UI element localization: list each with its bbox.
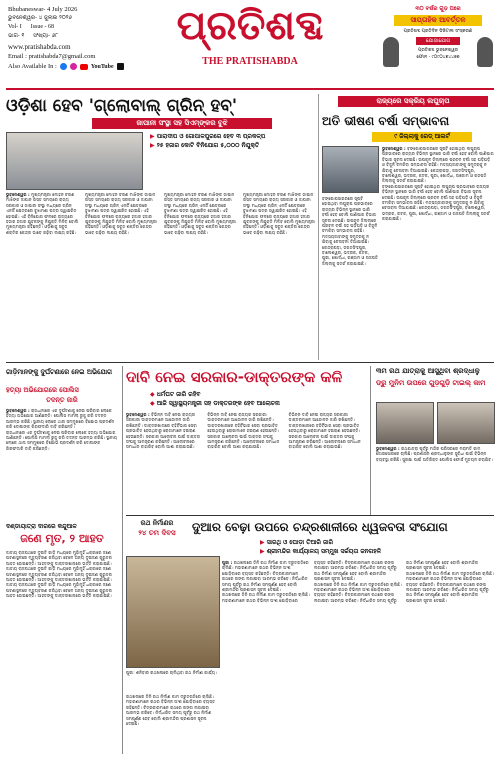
column-divider — [370, 366, 371, 516]
section-rule — [126, 515, 494, 516]
rath-bullet-2-text: ଶ୍ରୀମନ୍ଦିର କାର୍ଯ୍ୟାଳୟ ସମ୍ମୁଖ ସର୍ଚ୍ଚୟତା ଜନଗହଳି — [266, 548, 382, 555]
right-byline: ଭୁବନେଶ୍ୱର : — [376, 446, 400, 451]
triangle-bullet-icon: ▶ — [150, 133, 157, 140]
center-body — [126, 412, 366, 512]
right-headline: ଡ୍ରୁ ମୁନିମ ଉପରେ ଗୁଡ଼ଗୁଡ଼ି ଟାଇଲ୍ କାମ — [376, 379, 486, 387]
lead-subhead: ଜାପାନୀ ସଂସ୍ଥା ସହ ସିଏମ୍‌ଙ୍କର ବୁଝି — [92, 118, 272, 129]
weather-body-lower — [322, 196, 378, 358]
also-available-label: Also Available In : — [8, 63, 57, 70]
rath-byline: ପୁରୀ : — [222, 560, 233, 565]
left-body-text-2: ରାଜଧାନୀରେ ଏକ ଦୁର୍ଘଟଣାକୁ ନେଇ ପରିବାର ଲୋକେ ହତ୍ୟା ଅଭିଯୋଗ ଆଣିଛନ୍ତି। ପୋଲିସ ମାମଲା ରୁଜୁ କରି ତଦନ୍ତ ଆରମ୍ଭ କରିଛି। ସ୍ଥାନୀୟ ଲୋକେ ଥାନା ସମ୍ମୁଖରେ ବିକ୍ଷୋଭ ପ୍ରଦର୍ଶନ କରି ଦୋଷୀଙ୍କ ଗିରଫଦାରି ଦାବି କରିଛନ୍ତି। — [6, 429, 118, 451]
rath-box-title: ରଥ ନିର୍ମାଣର — [140, 519, 174, 527]
center-body-text: ବିଭିନ୍ନ ଦାବି ନେଇ ରାଜ୍ୟର ସରକାରୀ ଡାକ୍ତରମାନେ ଆନ୍ଦୋଳନ ଜାରି ରଖିଛନ୍ତି। ଡାକ୍ତରଖାନାରେ ବହିର୍ବିଭାଗ ସେବା ପ୍ରଭାବିତ ହେଉଥିବାରୁ ରୋଗୀମାନେ ହଇରାଣ ହେଉଛନ୍ତି। ସରକାର ଆଲୋଚନା ପାଇଁ ଡାକ୍ତର ସଂଘକୁ ଆମନ୍ତ୍ରଣ କରିଛନ୍ତି। ଆଲୋଚନାରେ ସମାଧାନ ବାହାରିବ ବୋଲି ଆଶା କରାଯାଉଛି। — [126, 412, 200, 450]
center-body-text-3: ବିଭିନ୍ନ ଦାବି ନେଇ ରାଜ୍ୟର ସରକାରୀ ଡାକ୍ତରମାନେ ଆନ୍ଦୋଳନ ଜାରି ରଖିଛନ୍ତି। ଡାକ୍ତରଖାନାରେ ବହିର୍ବିଭାଗ ସେବା ପ୍ରଭାବିତ ହେଉଥିବାରୁ ରୋଗୀମାନେ ହଇରାଣ ହେଉଛନ୍ତି। ସରକାର ଆଲୋଚନା ପାଇଁ ଡାକ୍ତର ସଂଘକୁ ଆମନ୍ତ୍ରଣ କରିଛନ୍ତି। ଆଲୋଚନାରେ ସମାଧାନ ବାହାରିବ ବୋଲି ଆଶା କରାଯାଉଛି। — [288, 412, 361, 450]
x-icon[interactable] — [117, 63, 124, 70]
lead-photo — [6, 132, 143, 190]
lead-body-text-4: ମୁଖ୍ୟମନ୍ତ୍ରୀ ମୋହନ ଚରଣ ମାଝିଙ୍କ ଜାପାନ ଗସ୍ତ ସମୟରେ ରାଜ୍ୟ ସରକାର ଓ ଜାପାନୀ ସଂସ୍ଥା ମଧ୍ୟରେ ଗ୍ରିନ୍ ଏନର୍ଜି କ୍ଷେତ୍ରରେ ବୁଝାମଣା ପତ୍ର ସ୍ୱାକ୍ଷରିତ ହୋଇଛି। ଏହି ବିନିଯୋଗ ଫଳରେ ରାଜ୍ୟରେ ହଜାର ହଜାର ଯୁବକଙ୍କୁ ନିଯୁକ୍ତି ମିଳିବ ବୋଲି ମୁଖ୍ୟମନ୍ତ୍ରୀ କହିଛନ୍ତି। ଓଡ଼ିଶାକୁ ସବୁଜ ଶକ୍ତିର କେନ୍ଦ୍ର ଭାବେ ଗଢ଼ିବା ଲକ୍ଷ୍ୟ ରହିଛି। — [243, 192, 315, 235]
left-kicker-3: ତଦନ୍ତ ଜାରି — [46, 396, 78, 404]
lead-bullet-1-text: ପାରାଦୀପ ଓ ଗୋପାଳପୁରରେ ହେବ ୩ ପ୍ରକଳ୍ପ — [156, 133, 266, 140]
left-body2-text: ଜାତୀୟ ରାଜପଥରେ ଦୁଇଟି ଗାଡ଼ି ମଧ୍ୟରେ ମୁହାଁମୁହିଁ ଧକ୍କାରେ ଜଣେ ଘଟଣାସ୍ଥଳରେ ମୃତ୍ୟୁବରଣ କରିଥିବା ବେଳେ ଅନ୍ୟ ଦୁଇଜଣ ଗୁରୁତର ଆହତ ହୋଇଛନ୍ତି। ଆହତଙ୍କୁ ଡାକ୍ତରଖାନାରେ ଭର୍ତ୍ତି କରାଯାଇଛି। — [6, 550, 112, 566]
lead-headline: ଓଡ଼ିଶା ହେବ 'ଗ୍ଲୋବାଲ୍ ଗ୍ରିନ୍ ହବ୍' — [6, 96, 238, 116]
center-bullet-2-text: ଆଜି ସ୍ୱାସ୍ଥ୍ୟମନ୍ତ୍ରୀ ସହ ଡାକ୍ତରଙ୍କ ହେବ ଆଲୋଚନା — [156, 400, 280, 407]
rath-bullet-1 — [260, 538, 490, 547]
rath-body-text-3: ରଥଖଳାରେ ତିନି ରଥ ନିର୍ମାଣ କାମ ଦ୍ରୁତଗତିରେ ଚାଲିଛି। ମହାରଣାମାନେ ରଥର ବିଭିନ୍ନ ଅଂଶ ଯୋଡ଼ିବାରେ ବ୍ୟସ୍ତ ରହିଛନ୍ତି। ଚିତ୍ରକାରମାନେ ରଥରେ ରଙ୍ଗ ଲଗାଇବା ଆରମ୍ଭ କରିବେ। ନିର୍ଦ୍ଧାରିତ ସମୟ ପୂର୍ବରୁ ରଥ ନିର୍ମାଣ ସମ୍ପୂର୍ଣ୍ଣ ହେବ ବୋଲି ଶ୍ରୀମନ୍ଦିର ପ୍ରଶାସନ ସୂଚନା ଦେଇଛି। — [314, 560, 479, 603]
diamond-bullet-icon: ◆ — [150, 391, 157, 398]
rath-caption — [126, 670, 218, 690]
promo-title: ସାପ୍ତାହିକ ଆବର୍ତ୍ତନ — [394, 15, 482, 26]
masthead-rule — [6, 88, 494, 90]
left-body2-text-3: ଜାତୀୟ ରାଜପଥରେ ଦୁଇଟି ଗାଡ଼ି ମଧ୍ୟରେ ମୁହାଁମୁହିଁ ଧକ୍କାରେ ଜଣେ ଘଟଣାସ୍ଥଳରେ ମୃତ୍ୟୁବରଣ କରିଥିବା ବେଳେ ଅନ୍ୟ ଦୁଇଜଣ ଗୁରୁତର ଆହତ ହୋଇଛନ୍ତି। ଆହତଙ୍କୁ ଡାକ୍ତରଖାନାରେ ଭର୍ତ୍ତି କରାଯାଇଛି। — [6, 582, 112, 599]
rath-box-sub: ୨୪ ତମ ଦିବସ — [138, 529, 176, 537]
promo-box — [383, 6, 493, 84]
vol-issue: Vol- I Issue - 68 — [8, 24, 55, 30]
right-photo-2 — [437, 402, 495, 444]
vol-issue-odia: ଭାଗ- ୧ ସଂଖ୍ୟା- ୬୮ — [8, 33, 59, 39]
microphone-icon — [477, 37, 493, 67]
center-bullet-1 — [150, 390, 360, 399]
left-body-text: ରାଜଧାନୀରେ ଏକ ଦୁର୍ଘଟଣାକୁ ନେଇ ପରିବାର ଲୋକେ ହତ୍ୟା ଅଭିଯୋଗ ଆଣିଛନ୍ତି। ପୋଲିସ ମାମଲା ରୁଜୁ କରି ତଦନ୍ତ ଆରମ୍ଭ କରିଛି। ସ୍ଥାନୀୟ ଲୋକେ ଥାନା ସମ୍ମୁଖରେ ବିକ୍ଷୋଭ ପ୍ରଦର୍ଶନ କରି ଦୋଷୀଙ୍କ ଗିରଫଦାରି ଦାବି କରିଛନ୍ତି। — [6, 408, 115, 430]
lead-body — [6, 192, 318, 358]
weather-body-text-2: ବଙ୍ଗୋପସାଗରରେ ସୃଷ୍ଟି ହୋଇଥିବା ଲଘୁଚାପ ପ୍ରଭାବରେ ରାଜ୍ୟର ବିଭିନ୍ନ ସ୍ଥାନରେ ଭାରି ବର୍ଷା ହେବ ବୋଲି ପାଣିପାଗ ବିଭାଗ ସୂଚନା ଦେଇଛି। ଉପକୂଳ ଜିଲ୍ଲାରେ ପ୍ରବଳ ବର୍ଷା ସହ ଘଡ଼ିଘଡ଼ି ଓ ବିଜୁଳି ଚମକିବା ସମ୍ଭାବନା ରହିଛି। ମତ୍ସ୍ୟଜୀବୀଙ୍କୁ ସମୁଦ୍ରକୁ ନ ଯିବାକୁ ଚେତାବନୀ ଦିଆଯାଇଛି। କେନ୍ଦ୍ରାପଡ଼ା, ଜଗତସିଂହପୁର, ବାଲେଶ୍ୱର, ଭଦ୍ରକ, କଟକ, ପୁରୀ, ଖୋର୍ଦ୍ଧା, ଗଞ୍ଜାମ ଓ ଗଜପତି ଜିଲ୍ଲାକୁ ସତର୍କ କରାଯାଇଛି। — [382, 183, 490, 222]
weather-kicker: ରାଜ୍ୟରେ ସକ୍ରିୟ ଲଘୁଚାପ — [338, 96, 488, 107]
rath-body — [222, 560, 494, 750]
weather-photo — [322, 146, 379, 193]
center-headline: ଦାବି ନେଇ ସରକାର-ଡାକ୍ତରଙ୍କ କଳି — [126, 368, 343, 386]
right-kicker: ୩ମ ରଥ ଯାତ୍ରାକୁ ଆସୁଥିବା ଶ୍ରଦ୍ଧାଳୁ — [376, 367, 480, 375]
rath-body-lower — [126, 694, 218, 750]
youtube-icon[interactable] — [80, 64, 88, 70]
rath-body-text-4: ରଥଖଳାରେ ତିନି ରଥ ନିର୍ମାଣ କାମ ଦ୍ରୁତଗତିରେ ଚାଲିଛି। ମହାରଣାମାନେ ରଥର ବିଭିନ୍ନ ଅଂଶ ଯୋଡ଼ିବାରେ ବ୍ୟସ୍ତ ରହିଛନ୍ତି। ଚିତ୍ରକାରମାନେ ରଥରେ ରଙ୍ଗ ଲଗାଇବା ଆରମ୍ଭ କରିବେ। ନିର୍ଦ୍ଧାରିତ ସମୟ ପୂର୍ବରୁ ରଥ ନିର୍ମାଣ ସମ୍ପୂର୍ଣ୍ଣ ହେବ ବୋଲି ଶ୍ରୀମନ୍ଦିର ପ୍ରଶାସନ ସୂଚନା ଦେଇଛି। — [406, 570, 494, 603]
rath-body-text-2: ରଥଖଳାରେ ତିନି ରଥ ନିର୍ମାଣ କାମ ଦ୍ରୁତଗତିରେ ଚାଲିଛି। ମହାରଣାମାନେ ରଥର ବିଭିନ୍ନ ଅଂଶ ଯୋଡ଼ିବାରେ ବ୍ୟସ୍ତ ରହିଛନ୍ତି। ଚିତ୍ରକାରମାନେ ରଥରେ ରଙ୍ଗ ଲଗାଇବା ଆରମ୍ଭ କରିବେ। ନିର୍ଦ୍ଧାରିତ ସମୟ ପୂର୍ବରୁ ରଥ ନିର୍ମାଣ ସମ୍ପୂର୍ଣ୍ଣ ହେବ ବୋଲି ଶ୍ରୀମନ୍ଦିର ପ୍ରଶାସନ ସୂଚନା ଦେଇଛି। — [222, 560, 397, 603]
microphone-icon — [383, 37, 399, 67]
rath-caption-text: ପୁରୀ: ଶନିବାର ରଥଖଳାରେ ଚାଲିଥିବା ରଥ ନିର୍ମାଣ କାର୍ଯ୍ୟ। — [126, 670, 218, 675]
rath-box — [126, 518, 188, 546]
right-photo-1 — [376, 402, 434, 444]
left-byline: ଭୁବନେଶ୍ୱର : — [6, 408, 30, 413]
left-kicker-2: ହତ୍ୟା ଅଭିଯୋଗରେ ପୋଲିସ — [6, 386, 79, 394]
lead-bullets — [150, 132, 318, 150]
lead-bullet-1 — [150, 132, 318, 141]
lead-byline: ଭୁବନେଶ୍ୱର : — [6, 192, 30, 197]
right-body — [376, 446, 494, 512]
rath-bullets — [260, 538, 490, 556]
lead-body-text: ମୁଖ୍ୟମନ୍ତ୍ରୀ ମୋହନ ଚରଣ ମାଝିଙ୍କ ଜାପାନ ଗସ୍ତ ସମୟରେ ରାଜ୍ୟ ସରକାର ଓ ଜାପାନୀ ସଂସ୍ଥା ମଧ୍ୟରେ ଗ୍ରିନ୍ ଏନର୍ଜି କ୍ଷେତ୍ରରେ ବୁଝାମଣା ପତ୍ର ସ୍ୱାକ୍ଷରିତ ହୋଇଛି। ଏହି ବିନିଯୋଗ ଫଳରେ ରାଜ୍ୟରେ ହଜାର ହଜାର ଯୁବକଙ୍କୁ ନିଯୁକ୍ତି ମିଳିବ ବୋଲି ମୁଖ୍ୟମନ୍ତ୍ରୀ କହିଛନ୍ତି। ଓଡ଼ିଶାକୁ ସବୁଜ ଶକ୍ତିର କେନ୍ଦ୍ର ଭାବେ ଗଢ଼ିବା ଲକ୍ଷ୍ୟ ରହିଛି। — [6, 192, 79, 235]
promo-sub: ପ୍ରତିଶବ୍ଦ ପ୍ରତିଦିନ ଡିଜିଟାଲ ସଂସ୍କରଣ — [403, 29, 473, 34]
masthead — [0, 0, 500, 98]
triangle-bullet-icon: ▶ — [260, 548, 267, 555]
also-available — [8, 63, 124, 70]
center-bullet-1-text: ଧର୍ମଘଟ ଜାରି ରହିବ — [156, 391, 201, 398]
left-body2-text-2: ଜାତୀୟ ରାଜପଥରେ ଦୁଇଟି ଗାଡ଼ି ମଧ୍ୟରେ ମୁହାଁମୁହିଁ ଧକ୍କାରେ ଜଣେ ଘଟଣାସ୍ଥଳରେ ମୃତ୍ୟୁବରଣ କରିଥିବା ବେଳେ ଅନ୍ୟ ଦୁଇଜଣ ଗୁରୁତର ଆହତ ହୋଇଛନ୍ତି। ଆହତଙ୍କୁ ଡାକ୍ତରଖାନାରେ ଭର୍ତ୍ତି କରାଯାଇଛି। — [6, 566, 112, 583]
left-headline-2: ଜଣେ ମୃତ, ୨ ଆହତ — [20, 532, 104, 545]
weather-byline: ଭୁବନେଶ୍ୱର : — [382, 146, 406, 151]
left-body — [6, 408, 118, 518]
promo-contact: ପ୍ରତିଶବ୍ଦ ଭୁବନେଶ୍ୱର — [417, 48, 459, 53]
lead-body-text-3: ମୁଖ୍ୟମନ୍ତ୍ରୀ ମୋହନ ଚରଣ ମାଝିଙ୍କ ଜାପାନ ଗସ୍ତ ସମୟରେ ରାଜ୍ୟ ସରକାର ଓ ଜାପାନୀ ସଂସ୍ଥା ମଧ୍ୟରେ ଗ୍ରିନ୍ ଏନର୍ଜି କ୍ଷେତ୍ରରେ ବୁଝାମଣା ପତ୍ର ସ୍ୱାକ୍ଷରିତ ହୋଇଛି। ଏହି ବିନିଯୋଗ ଫଳରେ ରାଜ୍ୟରେ ହଜାର ହଜାର ଯୁବକଙ୍କୁ ନିଯୁକ୍ତି ମିଳିବ ବୋଲି ମୁଖ୍ୟମନ୍ତ୍ରୀ କହିଛନ୍ତି। ଓଡ଼ିଶାକୁ ସବୁଜ ଶକ୍ତିର କେନ୍ଦ୍ର ଭାବେ ଗଢ଼ିବା ଲକ୍ଷ୍ୟ ରହିଛି। — [164, 192, 236, 235]
rath-bullet-2 — [260, 547, 490, 556]
center-bullets — [150, 390, 360, 408]
promo-phone: ଫୋନ - ୯୦୯୦୪୭୪୪୭୭ — [416, 55, 460, 60]
section-divider — [318, 94, 319, 360]
column-divider — [122, 366, 123, 754]
youtube-label[interactable]: YouTube — [90, 63, 114, 70]
rath-photo — [126, 556, 220, 668]
center-bullet-2 — [150, 399, 360, 408]
left-body-2 — [6, 550, 118, 750]
promo-top: ୩୦ ବର୍ଷର ଗୁଡ଼ ପରେ — [415, 6, 461, 12]
lead-body-text-2: ମୁଖ୍ୟମନ୍ତ୍ରୀ ମୋହନ ଚରଣ ମାଝିଙ୍କ ଜାପାନ ଗସ୍ତ ସମୟରେ ରାଜ୍ୟ ସରକାର ଓ ଜାପାନୀ ସଂସ୍ଥା ମଧ୍ୟରେ ଗ୍ରିନ୍ ଏନର୍ଜି କ୍ଷେତ୍ରରେ ବୁଝାମଣା ପତ୍ର ସ୍ୱାକ୍ଷରିତ ହୋଇଛି। ଏହି ବିନିଯୋଗ ଫଳରେ ରାଜ୍ୟରେ ହଜାର ହଜାର ଯୁବକଙ୍କୁ ନିଯୁକ୍ତି ମିଳିବ ବୋଲି ମୁଖ୍ୟମନ୍ତ୍ରୀ କହିଛନ୍ତି। ଓଡ଼ିଶାକୁ ସବୁଜ ଶକ୍ତିର କେନ୍ଦ୍ର ଭାବେ ଗଢ଼ିବା ଲକ୍ଷ୍ୟ ରହିଛି। — [85, 192, 157, 235]
center-byline: ଭୁବନେଶ୍ୱର : — [126, 412, 150, 417]
right-body-text: ରଥଯାତ୍ରା ପୂର୍ବରୁ ମନ୍ଦିର ପରିସରରେ ମରାମତି କାମ ଜୋରସୋରରେ ଚାଲିଛି। ପ୍ରଶାସନ ଶ୍ରଦ୍ଧାଳୁଙ୍କ ସୁବିଧା ପାଇଁ ବିଭିନ୍ନ ବ୍ୟବସ୍ଥା କରିଛି। ସୁରକ୍ଷା ପାଇଁ ଅତିରିକ୍ତ ପୋଲିସ ଫୋର୍ସ ମୁତୟନ କରାଯିବ। — [376, 446, 493, 462]
section-rule — [6, 362, 494, 363]
date-line: Bhubaneswar- 4 July 2026 — [8, 6, 78, 13]
email-link[interactable]: Email : pratishabda7@gmail.com — [8, 53, 96, 60]
rath-headline: ଦୁଆର ବେଢ଼ା ଉପରେ ଚନ୍ଦ୍ରଶାଳୀରେ ଧ୍ୱଜବତା ସଂଯୋଗ — [192, 520, 448, 534]
rath-body-lower-text: ରଥଖଳାରେ ତିନି ରଥ ନିର୍ମାଣ କାମ ଦ୍ରୁତଗତିରେ ଚାଲିଛି। ମହାରଣାମାନେ ରଥର ବିଭିନ୍ନ ଅଂଶ ଯୋଡ଼ିବାରେ ବ୍ୟସ୍ତ ରହିଛନ୍ତି। ଚିତ୍ରକାରମାନେ ରଥରେ ରଙ୍ଗ ଲଗାଇବା ଆରମ୍ଭ କରିବେ। ନିର୍ଦ୍ଧାରିତ ସମୟ ପୂର୍ବରୁ ରଥ ନିର୍ମାଣ ସମ୍ପୂର୍ଣ୍ଣ ହେବ ବୋଲି ଶ୍ରୀମନ୍ଦିର ପ୍ରଶାସନ ସୂଚନା ଦେଇଛି। — [126, 694, 216, 727]
center-body-text-2: ବିଭିନ୍ନ ଦାବି ନେଇ ରାଜ୍ୟର ସରକାରୀ ଡାକ୍ତରମାନେ ଆନ୍ଦୋଳନ ଜାରି ରଖିଛନ୍ତି। ଡାକ୍ତରଖାନାରେ ବହିର୍ବିଭାଗ ସେବା ପ୍ରଭାବିତ ହେଉଥିବାରୁ ରୋଗୀମାନେ ହଇରାଣ ହେଉଛନ୍ତି। ସରକାର ଆଲୋଚନା ପାଇଁ ଡାକ୍ତର ସଂଘକୁ ଆମନ୍ତ୍ରଣ କରିଛନ୍ତି। ଆଲୋଚନାରେ ସମାଧାନ ବାହାରିବ ବୋଲି ଆଶା କରାଯାଉଛି। — [207, 412, 280, 450]
website-link[interactable]: www.pratishabda.com — [8, 43, 71, 51]
rath-bullet-1-text: ସାରଥି ଓ ଘୋଡ଼ା ତିଆରି ଜାରି — [266, 539, 334, 546]
facebook-icon[interactable] — [60, 63, 67, 70]
weather-headline: ଅତି ଭୀଷଣ ବର୍ଷା ସମ୍ଭାବନା — [322, 114, 450, 128]
instagram-icon[interactable] — [70, 63, 77, 70]
left-kicker-4: ଦଣ୍ଡାୟାତ୍ରା ଦାରରେ କନ୍ଦୁଆଳ — [6, 523, 77, 530]
triangle-bullet-icon: ▶ — [260, 539, 267, 546]
weather-body — [382, 146, 494, 358]
lead-bullet-2-text: ୨୫ ହଜାର କୋଟି ବିନିଯୋଗ ୫,୦୦୦ ନିଯୁକ୍ତି — [156, 142, 260, 149]
left-kicker: ଗାଡ଼ିମାନଙ୍କୁ ଦୁର୍ଘଟଣାରେ ନେଇ ଅଭିଯୋଗ — [6, 368, 113, 376]
logo-english: THE PRATISHABDA — [202, 56, 298, 67]
triangle-bullet-icon: ▶ — [150, 142, 157, 149]
weather-body-lower-text: ବଙ୍ଗୋପସାଗରରେ ସୃଷ୍ଟି ହୋଇଥିବା ଲଘୁଚାପ ପ୍ରଭାବରେ ରାଜ୍ୟର ବିଭିନ୍ନ ସ୍ଥାନରେ ଭାରି ବର୍ଷା ହେବ ବୋଲି ପାଣିପାଗ ବିଭାଗ ସୂଚନା ଦେଇଛି। ଉପକୂଳ ଜିଲ୍ଲାରେ ପ୍ରବଳ ବର୍ଷା ସହ ଘଡ଼ିଘଡ଼ି ଓ ବିଜୁଳି ଚମକିବା ସମ୍ଭାବନା ରହିଛି। ମତ୍ସ୍ୟଜୀବୀଙ୍କୁ ସମୁଦ୍ରକୁ ନ ଯିବାକୁ ଚେତାବନୀ ଦିଆଯାଇଛି। କେନ୍ଦ୍ରାପଡ଼ା, ଜଗତସିଂହପୁର, ବାଲେଶ୍ୱର, ଭଦ୍ରକ, କଟକ, ପୁରୀ, ଖୋର୍ଦ୍ଧା, ଗଞ୍ଜାମ ଓ ଗଜପତି ଜିଲ୍ଲାକୁ ସତର୍କ କରାଯାଇଛି। — [322, 196, 378, 266]
rath-body-text: ରଥଖଳାରେ ତିନି ରଥ ନିର୍ମାଣ କାମ ଦ୍ରୁତଗତିରେ ଚାଲିଛି। ମହାରଣାମାନେ ରଥର ବିଭିନ୍ନ ଅଂଶ ଯୋଡ଼ିବାରେ ବ୍ୟସ୍ତ ରହିଛନ୍ତି। ଚିତ୍ରକାରମାନେ ରଥରେ ରଙ୍ଗ ଲଗାଇବା ଆରମ୍ଭ କରିବେ। ନିର୍ଦ୍ଧାରିତ ସମୟ ପୂର୍ବରୁ ରଥ ନିର୍ମାଣ ସମ୍ପୂର୍ଣ୍ଣ ହେବ ବୋଲି ଶ୍ରୀମନ୍ଦିର ପ୍ରଶାସନ ସୂଚନା ଦେଇଛି। — [222, 560, 309, 593]
lead-bullet-2 — [150, 141, 318, 150]
diamond-bullet-icon: ◆ — [150, 400, 157, 407]
weather-body-text: ବଙ୍ଗୋପସାଗରରେ ସୃଷ୍ଟି ହୋଇଥିବା ଲଘୁଚାପ ପ୍ରଭାବରେ ରାଜ୍ୟର ବିଭିନ୍ନ ସ୍ଥାନରେ ଭାରି ବର୍ଷା ହେବ ବୋଲି ପାଣିପାଗ ବିଭାଗ ସୂଚନା ଦେଇଛି। ଉପକୂଳ ଜିଲ୍ଲାରେ ପ୍ରବଳ ବର୍ଷା ସହ ଘଡ଼ିଘଡ଼ି ଓ ବିଜୁଳି ଚମକିବା ସମ୍ଭାବନା ରହିଛି। ମତ୍ସ୍ୟଜୀବୀଙ୍କୁ ସମୁଦ୍ରକୁ ନ ଯିବାକୁ ଚେତାବନୀ ଦିଆଯାଇଛି। କେନ୍ଦ୍ରାପଡ଼ା, ଜଗତସିଂହପୁର, ବାଲେଶ୍ୱର, ଭଦ୍ରକ, କଟକ, ପୁରୀ, ଖୋର୍ଦ୍ଧା, ଗଞ୍ଜାମ ଓ ଗଜପତି ଜିଲ୍ଲାକୁ ସତର୍କ କରାଯାଇଛି। — [382, 146, 494, 184]
promo-box-label: ଯୋଗାଯୋଗ — [416, 37, 459, 45]
weather-alert: ୯ ଜିଲ୍ଲାକୁ ରେଡ୍ ଆଲର୍ଟ — [372, 132, 472, 142]
odia-date: ଭୁବନେଶ୍ୱର- ୪ ଜୁଲାଇ ୨୦୨୬ — [8, 15, 72, 21]
logo-odia: ପ୍ରତିଶବ୍ଦ — [176, 3, 324, 49]
